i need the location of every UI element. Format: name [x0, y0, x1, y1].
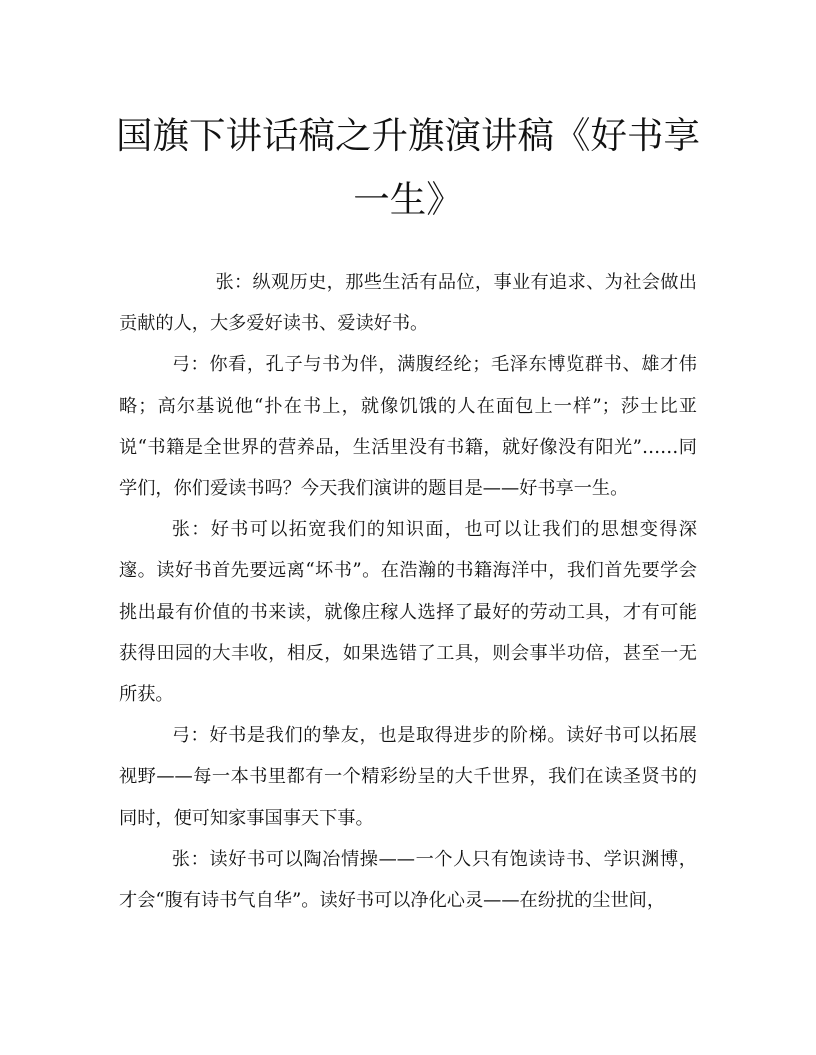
paragraph-2: 弓：你看，孔子与书为伴，满腹经纶；毛泽东博览群书、雄才伟略；高尔基说他“扑在书上，就像饥饿的人在面包上一样”；莎士比亚说“书籍是全世界的营养品，生活里没有书籍，就好像没有阳光”……同学们，你们爱读书吗？今天我们演讲的题目是——好书享一生。 [119, 354, 697, 500]
document-title: 国旗下讲话稿之升旗演讲稿《好书享一生》 [116, 114, 700, 221]
paragraph-3: 张：好书可以拓宽我们的知识面，也可以让我们的思想变得深邃。读好书首先要远离“坏书”。在浩瀚的书籍海洋中，我们首先要学会挑出最有价值的书来读，就像庄稼人选择了最好的劳动工具，才有可能获得田园的大丰收，相反，如果选错了工具，则会事半功倍，甚至一无所获。 [119, 519, 697, 706]
paragraph-5: 张：读好书可以陶冶情操——一个人只有饱读诗书、学识渊博，才会“腹有诗书气自华”。读好书可以净化心灵——在纷扰的尘世间， [119, 848, 697, 912]
document-body [119, 262, 697, 921]
paragraph-1: 张：纵观历史，那些生活有品位，事业有追求、为社会做出贡献的人，大多爱好读书、爱读好书。 [119, 272, 697, 335]
paragraph-4: 弓：好书是我们的挚友，也是取得进步的阶梯。读好书可以拓展视野——每一本书里都有一个精彩纷呈的大千世界，我们在读圣贤书的同时，便可知家事国事天下事。 [119, 725, 697, 829]
